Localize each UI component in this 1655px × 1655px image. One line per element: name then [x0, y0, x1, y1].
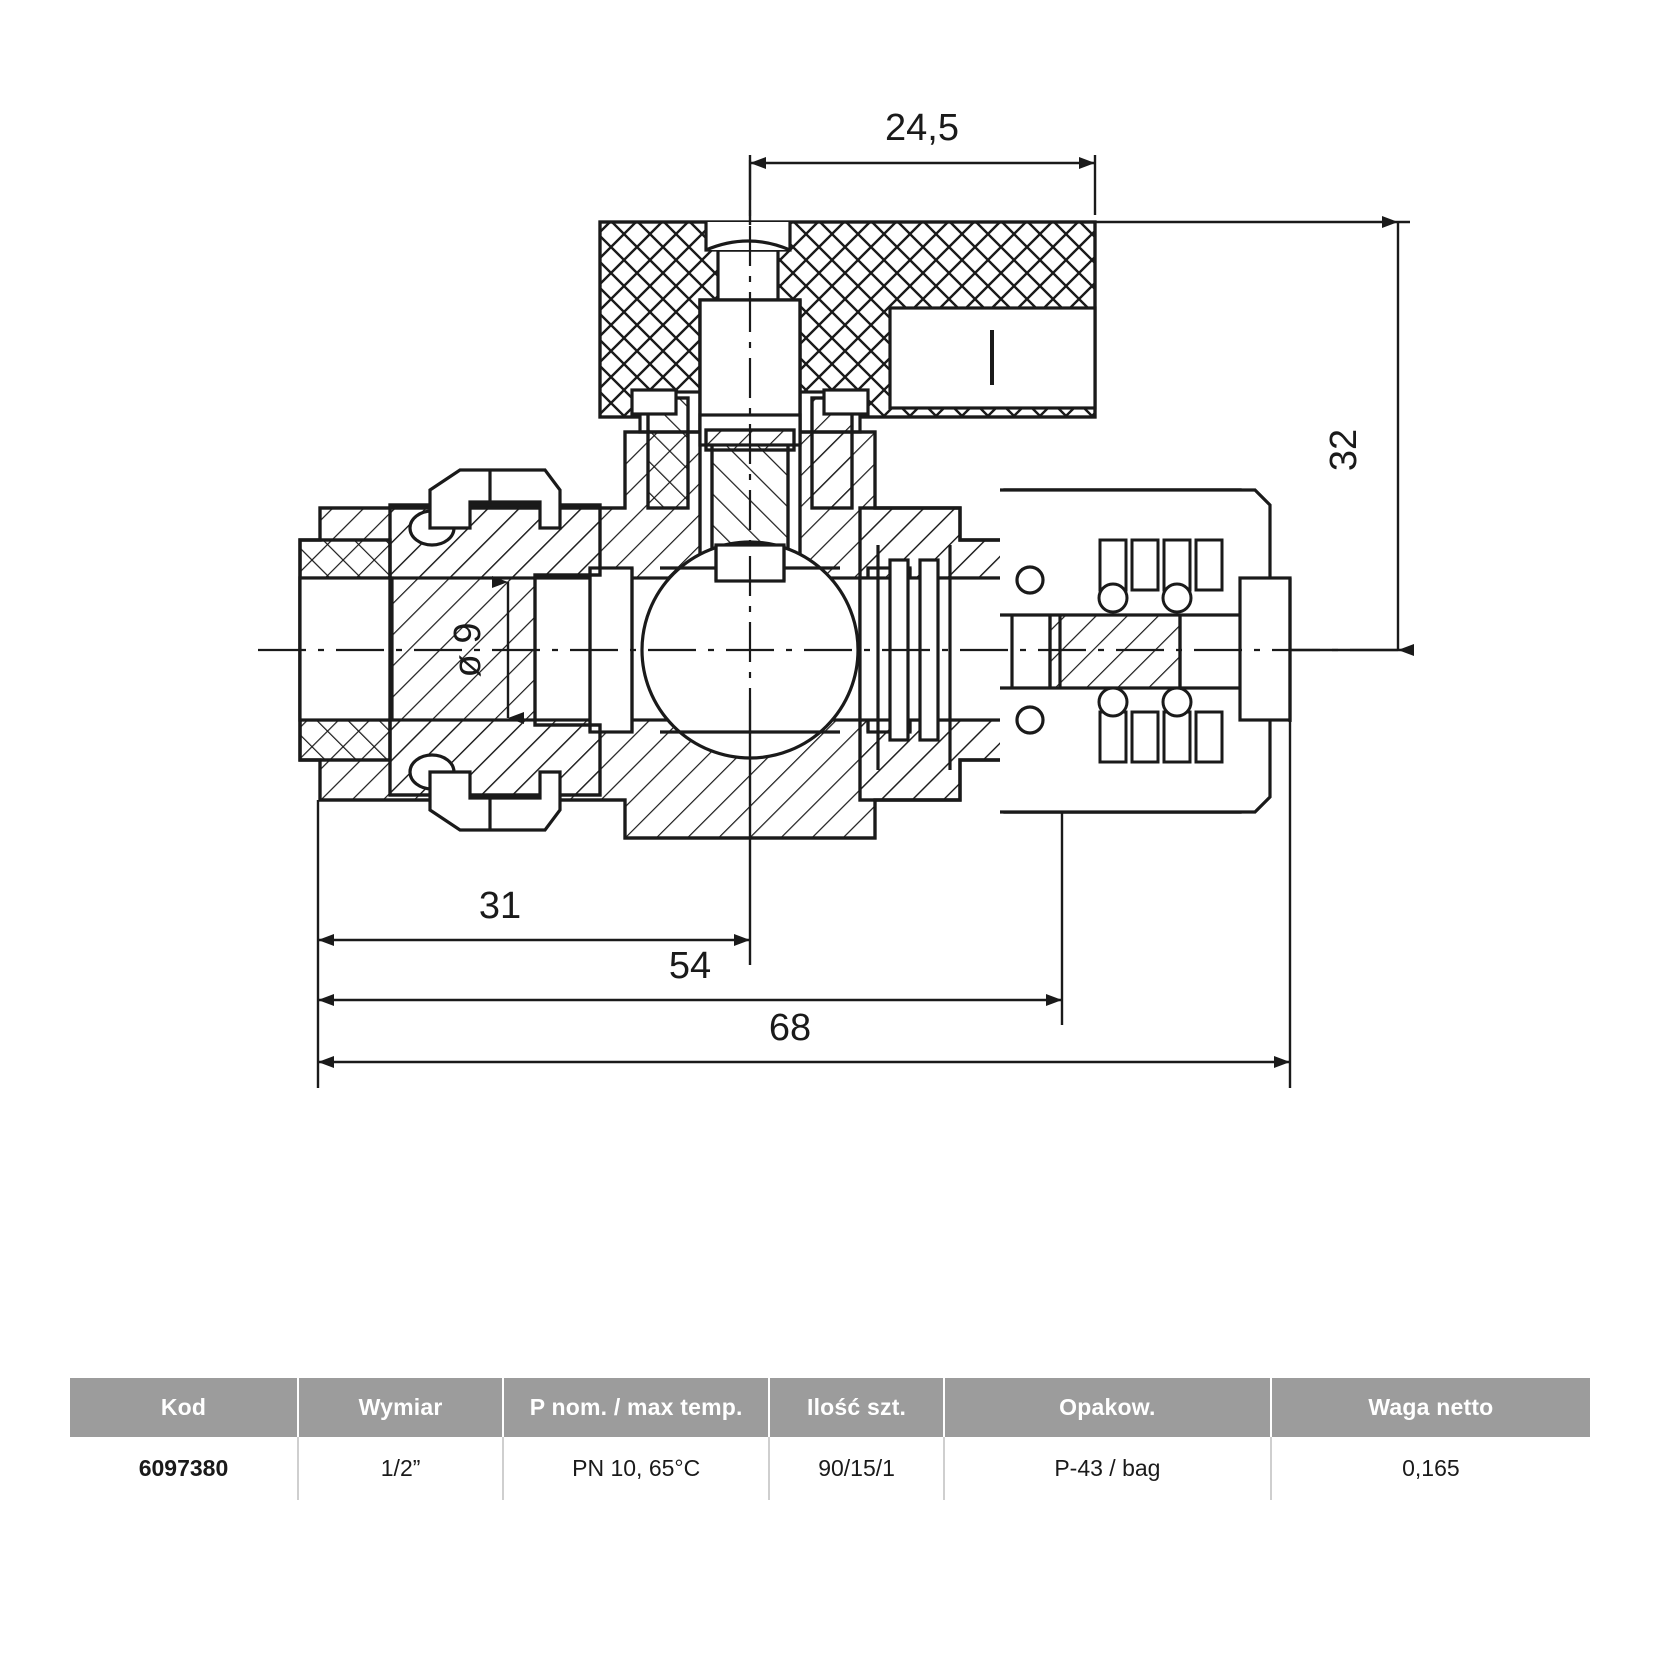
dim-label-32: 32	[1323, 428, 1365, 472]
dim-label-54: 54	[668, 945, 712, 987]
cell-wymiar: 1/2”	[298, 1437, 503, 1500]
cell-ilosc: 90/15/1	[769, 1437, 944, 1500]
specification-table	[70, 1378, 1590, 1500]
dim-label-24-5: 24,5	[885, 107, 959, 149]
dim-label-68: 68	[768, 1007, 812, 1049]
table-row	[70, 1437, 1590, 1500]
cell-opakow: P-43 / bag	[944, 1437, 1271, 1500]
table-header-row	[70, 1378, 1590, 1437]
column-header-ilosc: Ilość szt.	[769, 1378, 944, 1437]
column-header-opakow: Opakow.	[944, 1378, 1271, 1437]
dim-label-diameter-9: ø 9	[447, 622, 489, 678]
cell-waga: 0,165	[1271, 1437, 1590, 1500]
column-header-waga: Waga netto	[1271, 1378, 1590, 1437]
dim-label-31: 31	[478, 885, 522, 927]
cell-kod: 6097380	[70, 1437, 298, 1500]
column-header-wymiar: Wymiar	[298, 1378, 503, 1437]
cell-pnom: PN 10, 65°C	[503, 1437, 769, 1500]
column-header-pnom: P nom. / max temp.	[503, 1378, 769, 1437]
column-header-kod: Kod	[70, 1378, 298, 1437]
